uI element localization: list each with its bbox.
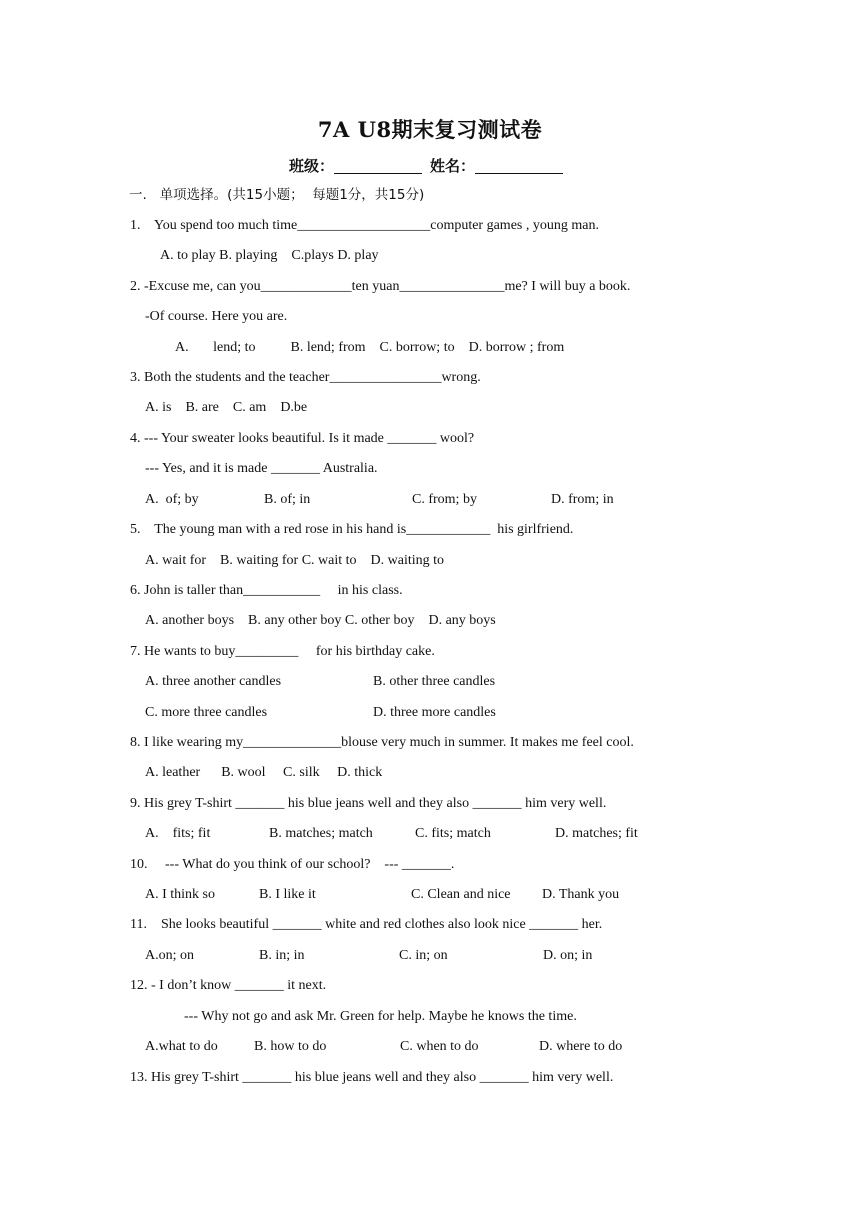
question-12-reply: --- Why not go and ask Mr. Green for help. Maybe he knows the time. [184,1009,577,1024]
question-6-options: A. another boys B. any other boy C. other boy D. any boys [145,613,496,628]
question-4-option-b: B. of; in [264,492,311,507]
question-1: 1. You spend too much time___________________computer games , young man. [130,218,599,233]
question-12: 12. - I don’t know _______ it next. [130,978,327,993]
question-9-option-d: D. matches; fit [555,826,638,841]
class-label: 班级： [288,157,334,175]
question-9-option-c: C. fits; match [415,826,491,841]
question-12-option-a: A.what to do [145,1039,218,1054]
question-10-option-c: C. Clean and nice [411,887,511,902]
question-9: 9. His grey T-shirt _______ his blue jeans well and they also _______ him very well. [130,796,607,811]
question-11-option-a: A.on; on [145,948,194,963]
question-5-options: A. wait for B. waiting for C. wait to D. waiting to [145,553,445,568]
page-title: 7A U8期末复习测试卷 [317,117,543,142]
question-5: 5. The young man with a red rose in his hand is____________ his girlfriend. [130,522,574,537]
question-8-options: A. leather B. wool C. silk D. thick [145,765,383,780]
question-1-options: A. to play B. playing C.plays D. play [160,248,379,263]
class-blank[interactable] [334,159,422,174]
question-11: 11. She looks beautiful _______ white and red clothes also look nice _______ her. [130,917,603,932]
question-12-option-c: C. when to do [400,1039,479,1054]
question-2-reply: -Of course. Here you are. [145,309,288,324]
section-heading: 一. 单项选择。(共15小题； 每题1分，共15分) [129,187,425,203]
name-label: 姓名： [430,157,476,175]
question-7-option-c: C. more three candles [145,705,268,720]
question-7-option-b: B. other three candles [373,674,496,689]
question-12-option-b: B. how to do [254,1039,327,1054]
question-4-option-d: D. from; in [551,492,614,507]
question-3-options: A. is B. are C. am D.be [145,400,308,415]
question-10-option-d: D. Thank you [542,887,620,902]
question-7-option-d: D. three more candles [373,705,496,720]
question-2-options: A. lend; to B. lend; from C. borrow; to D. borrow ; from [175,340,565,355]
question-3: 3. Both the students and the teacher________________wrong. [130,370,481,385]
question-10: 10. --- What do you think of our school? --- _______. [130,857,455,872]
question-7: 7. He wants to buy_________ for his birthday cake. [130,644,435,659]
question-8: 8. I like wearing my______________blouse very much in summer. It makes me feel cool. [130,735,634,750]
question-9-option-b: B. matches; match [269,826,373,841]
student-info-row [0,155,860,176]
question-11-option-b: B. in; in [259,948,305,963]
question-4: 4. --- Your sweater looks beautiful. Is it made _______ wool? [130,431,475,446]
question-10-option-b: B. I like it [259,887,316,902]
question-10-option-a: A. I think so [145,887,215,902]
question-2: 2. -Excuse me, can you_____________ten yuan_______________me? I will buy a book. [130,279,631,294]
question-13: 13. His grey T-shirt _______ his blue jeans well and they also _______ him very well. [130,1070,614,1085]
question-6: 6. John is taller than___________ in his class. [130,583,403,598]
question-7-option-a: A. three another candles [145,674,282,689]
question-9-option-a: A. fits; fit [145,826,211,841]
question-11-option-d: D. on; in [543,948,593,963]
question-4-reply: --- Yes, and it is made _______ Australia. [145,461,378,476]
question-12-option-d: D. where to do [539,1039,623,1054]
question-11-option-c: C. in; on [399,948,448,963]
name-blank[interactable] [475,159,563,174]
question-4-option-a: A. of; by [145,492,199,507]
question-4-option-c: C. from; by [412,492,477,507]
